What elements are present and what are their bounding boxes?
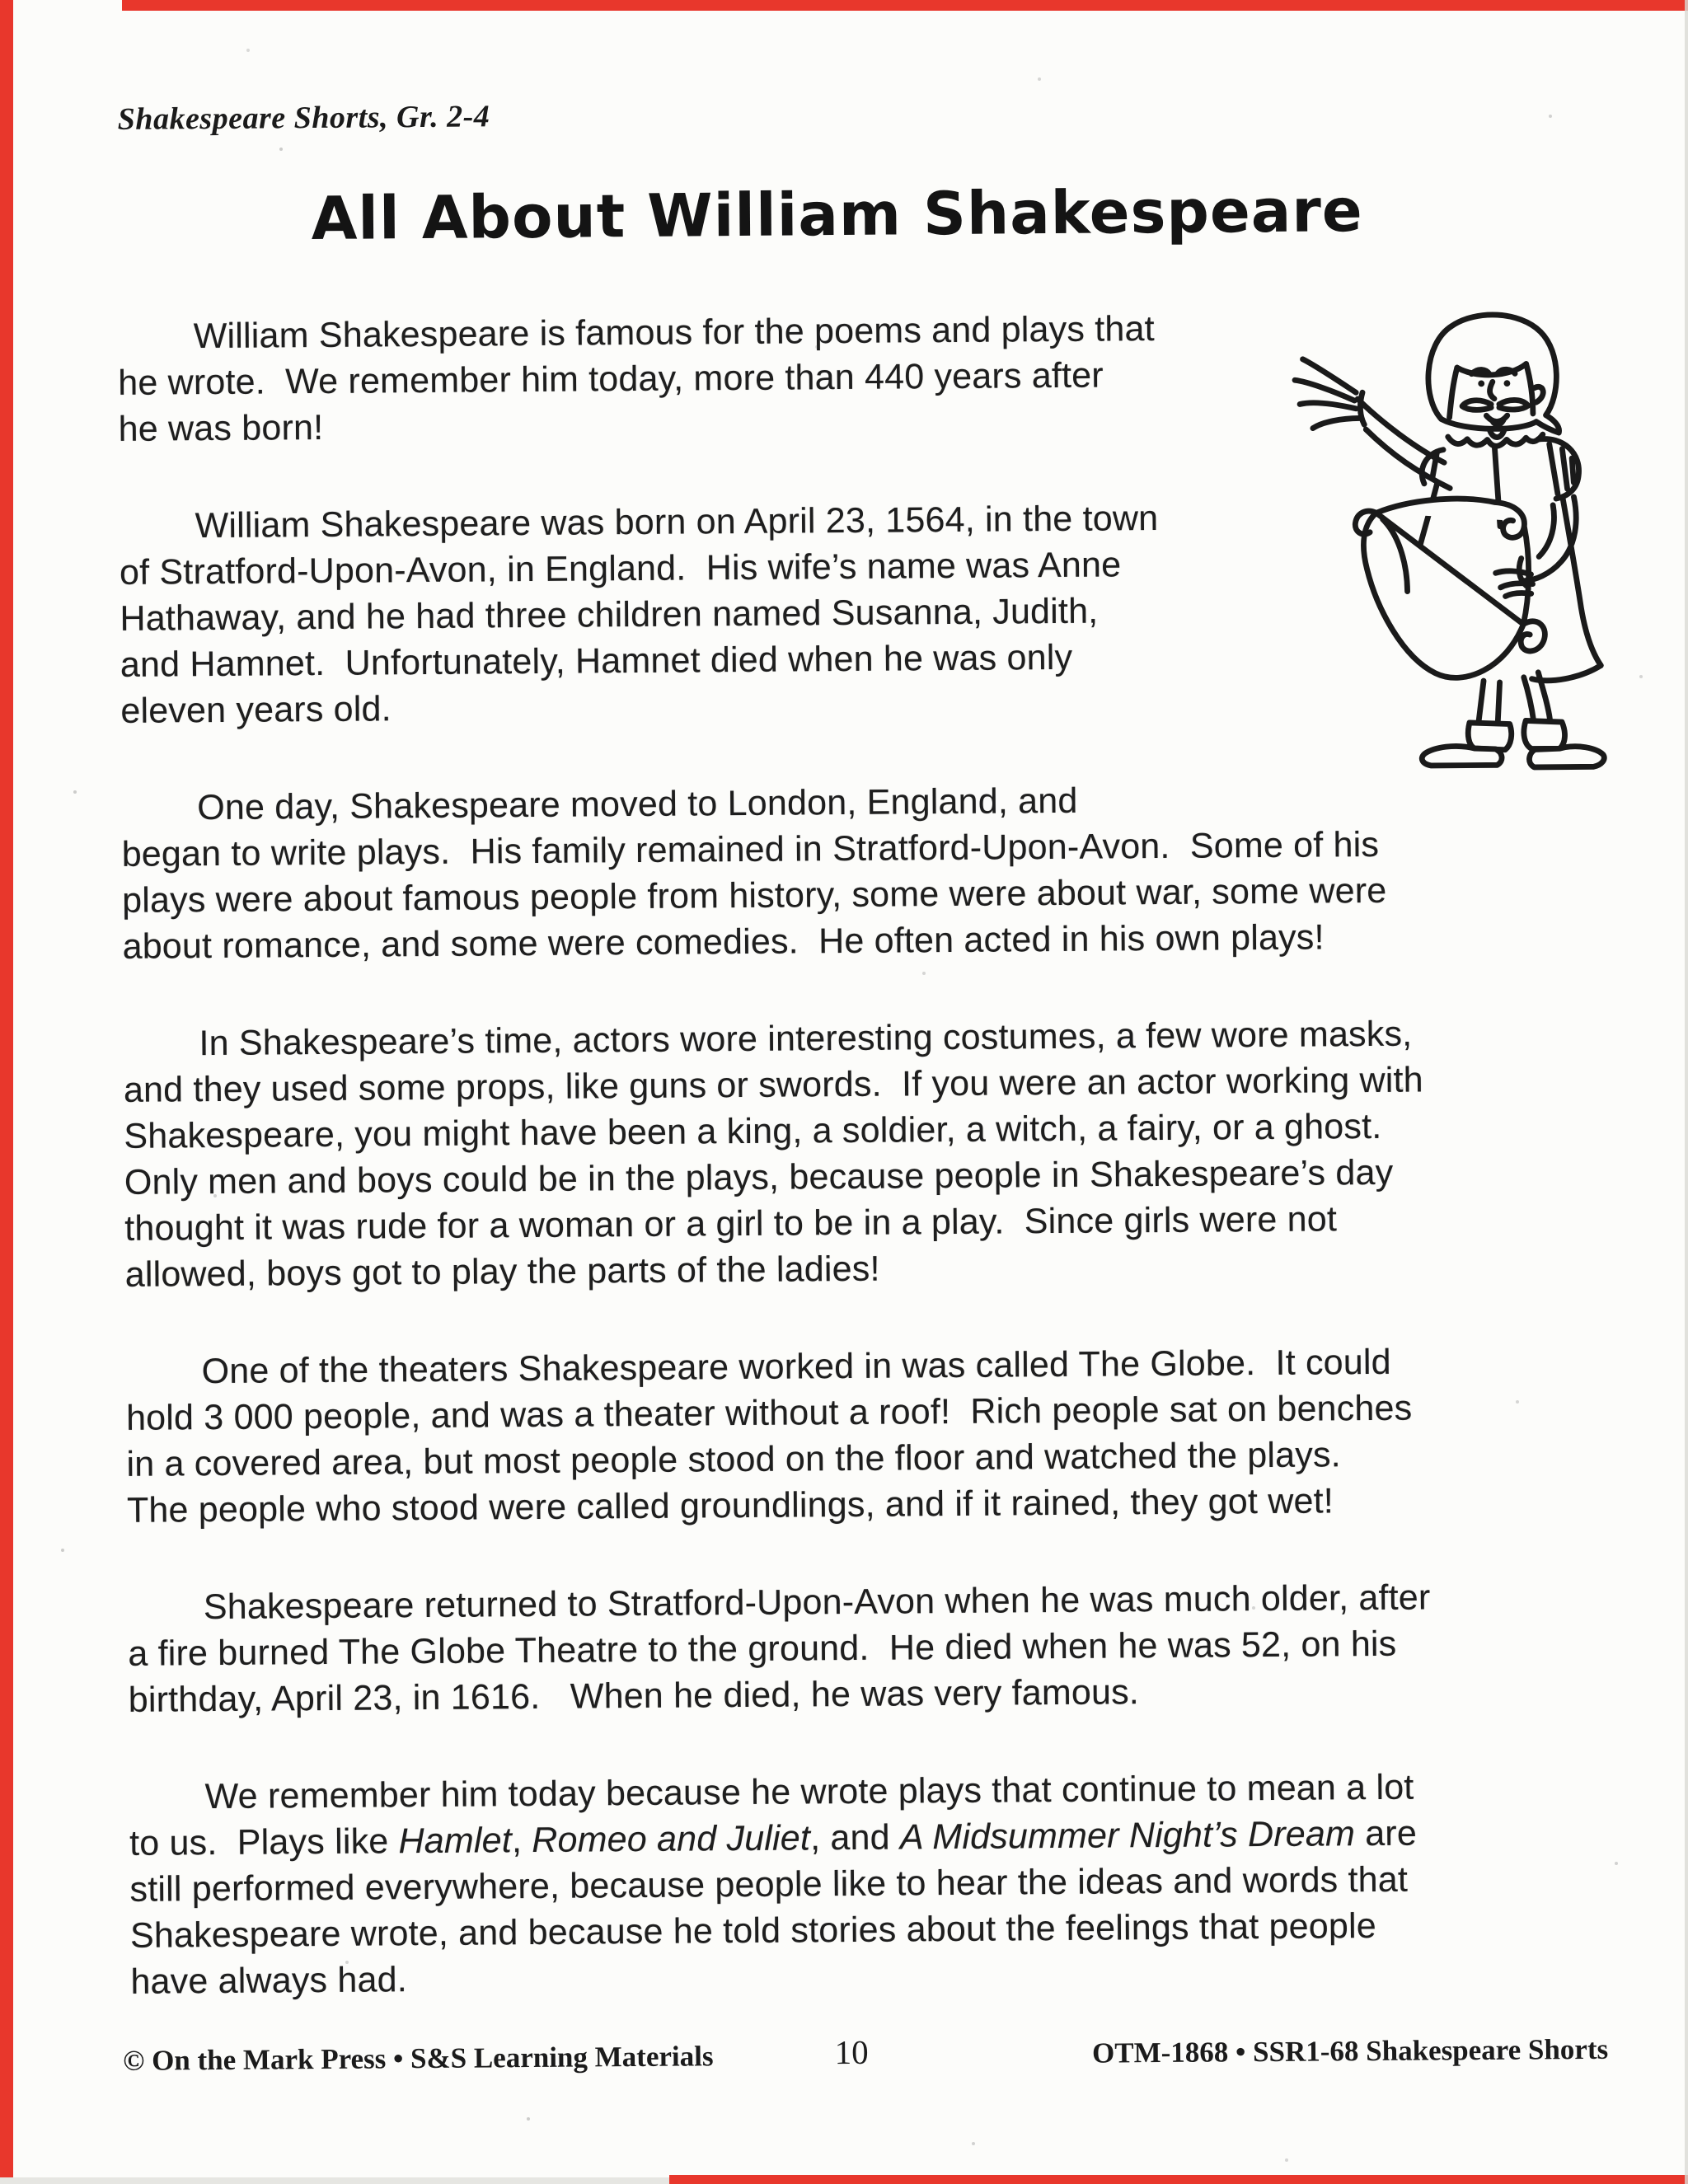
text-line: began to write plays. His family remained in Stratford-Upon-Avon. Some of his bbox=[121, 824, 1380, 874]
text-line: Shakespeare, you might have been a king, a soldier, a witch, a fairy, or a ghost. bbox=[124, 1106, 1382, 1156]
text-line: Shakespeare wrote, and because he told stories about the feelings that people bbox=[129, 1905, 1377, 1956]
catalog-footer: OTM-1868 • SSR1-68 Shakespeare Shorts bbox=[1091, 2032, 1609, 2069]
text-line: hold 3 000 people, and was a theater without a roof! Rich people sat on benches bbox=[125, 1388, 1413, 1438]
page-number: 10 bbox=[834, 2032, 869, 2072]
paragraph bbox=[125, 1338, 1611, 1534]
shakespeare-cartoon-drawing bbox=[1269, 301, 1628, 785]
text-line: Hathaway, and he had three children named Susanna, Judith, bbox=[120, 591, 1099, 639]
series-header: Shakespeare Shorts, Gr. 2-4 bbox=[117, 99, 490, 137]
paragraph bbox=[123, 1010, 1609, 1298]
text-line: plays were about famous people from history, some were about war, some were bbox=[121, 870, 1387, 921]
page-title: All About William Shakespeare bbox=[311, 176, 1363, 254]
text-line: have always had. bbox=[130, 1960, 408, 2002]
text-line: One day, Shakespeare moved to London, England, and bbox=[197, 780, 1078, 828]
copyright-footer: © On the Mark Press • S&S Learning Materials bbox=[123, 2040, 714, 2077]
text-line: still performed everywhere, because people like to hear the ideas and words that bbox=[129, 1859, 1409, 1910]
text-line: and Hamnet. Unfortunately, Hamnet died when he was only bbox=[120, 637, 1073, 685]
text-line: a fire burned The Globe Theatre to the ground. He died when he was 52, on his bbox=[128, 1624, 1397, 1674]
text-line: and they used some props, like guns or swords. If you were an actor working with bbox=[123, 1060, 1424, 1110]
scan-edge-left bbox=[0, 0, 13, 2184]
scan-edge-bottom-shadow bbox=[0, 2177, 669, 2184]
text-line: about romance, and some were comedies. He often acted in his own plays! bbox=[122, 917, 1325, 967]
scan-edge-right bbox=[1685, 0, 1688, 2184]
text-line: birthday, April 23, in 1616. When he died, he was very famous. bbox=[128, 1672, 1140, 1720]
shakespeare-illustration bbox=[1269, 301, 1628, 785]
text-line: eleven years old. bbox=[120, 689, 392, 731]
text-line: We remember him today because he wrote plays that continue to mean a lot bbox=[204, 1767, 1414, 1817]
text-line: The people who stood were called groundlings, and if it rained, they got wet! bbox=[126, 1481, 1334, 1530]
text-line: to us. Plays like Hamlet, Romeo and Juliet, and A Midsummer Night’s Dream are bbox=[129, 1813, 1418, 1863]
text-line: Only men and boys could be in the plays, because people in Shakespeare’s day bbox=[124, 1152, 1394, 1202]
text-line: William Shakespeare is famous for the poems and plays that bbox=[193, 309, 1155, 357]
text-line: Shakespeare returned to Stratford-Upon-Avon when he was much older, after bbox=[203, 1577, 1431, 1628]
text-line: One of the theaters Shakespeare worked in was called The Globe. It could bbox=[201, 1342, 1391, 1392]
paragraph bbox=[121, 774, 1606, 970]
scan-edge-top bbox=[122, 0, 1688, 11]
text-line: he wrote. We remember him today, more than 440 years after bbox=[118, 355, 1104, 403]
text-line: he was born! bbox=[118, 407, 324, 449]
text-line: In Shakespeare’s time, actors wore interesting costumes, a few wore masks, bbox=[199, 1014, 1413, 1064]
paragraph bbox=[129, 1763, 1614, 2005]
text-line: of Stratford-Upon-Avon, in England. His wife’s name was Anne bbox=[119, 545, 1122, 593]
text-line: thought it was rude for a woman or a girl to be in a play. Since girls were not bbox=[124, 1199, 1338, 1249]
scan-edge-bottom bbox=[669, 2175, 1688, 2184]
text-line: William Shakespeare was born on April 23, 1564, in the town bbox=[195, 498, 1159, 546]
text-line: allowed, boys got to play the parts of the ladies! bbox=[124, 1249, 880, 1295]
paragraph bbox=[128, 1573, 1612, 1723]
text-line: in a covered area, but most people stood on the floor and watched the plays. bbox=[126, 1435, 1342, 1484]
